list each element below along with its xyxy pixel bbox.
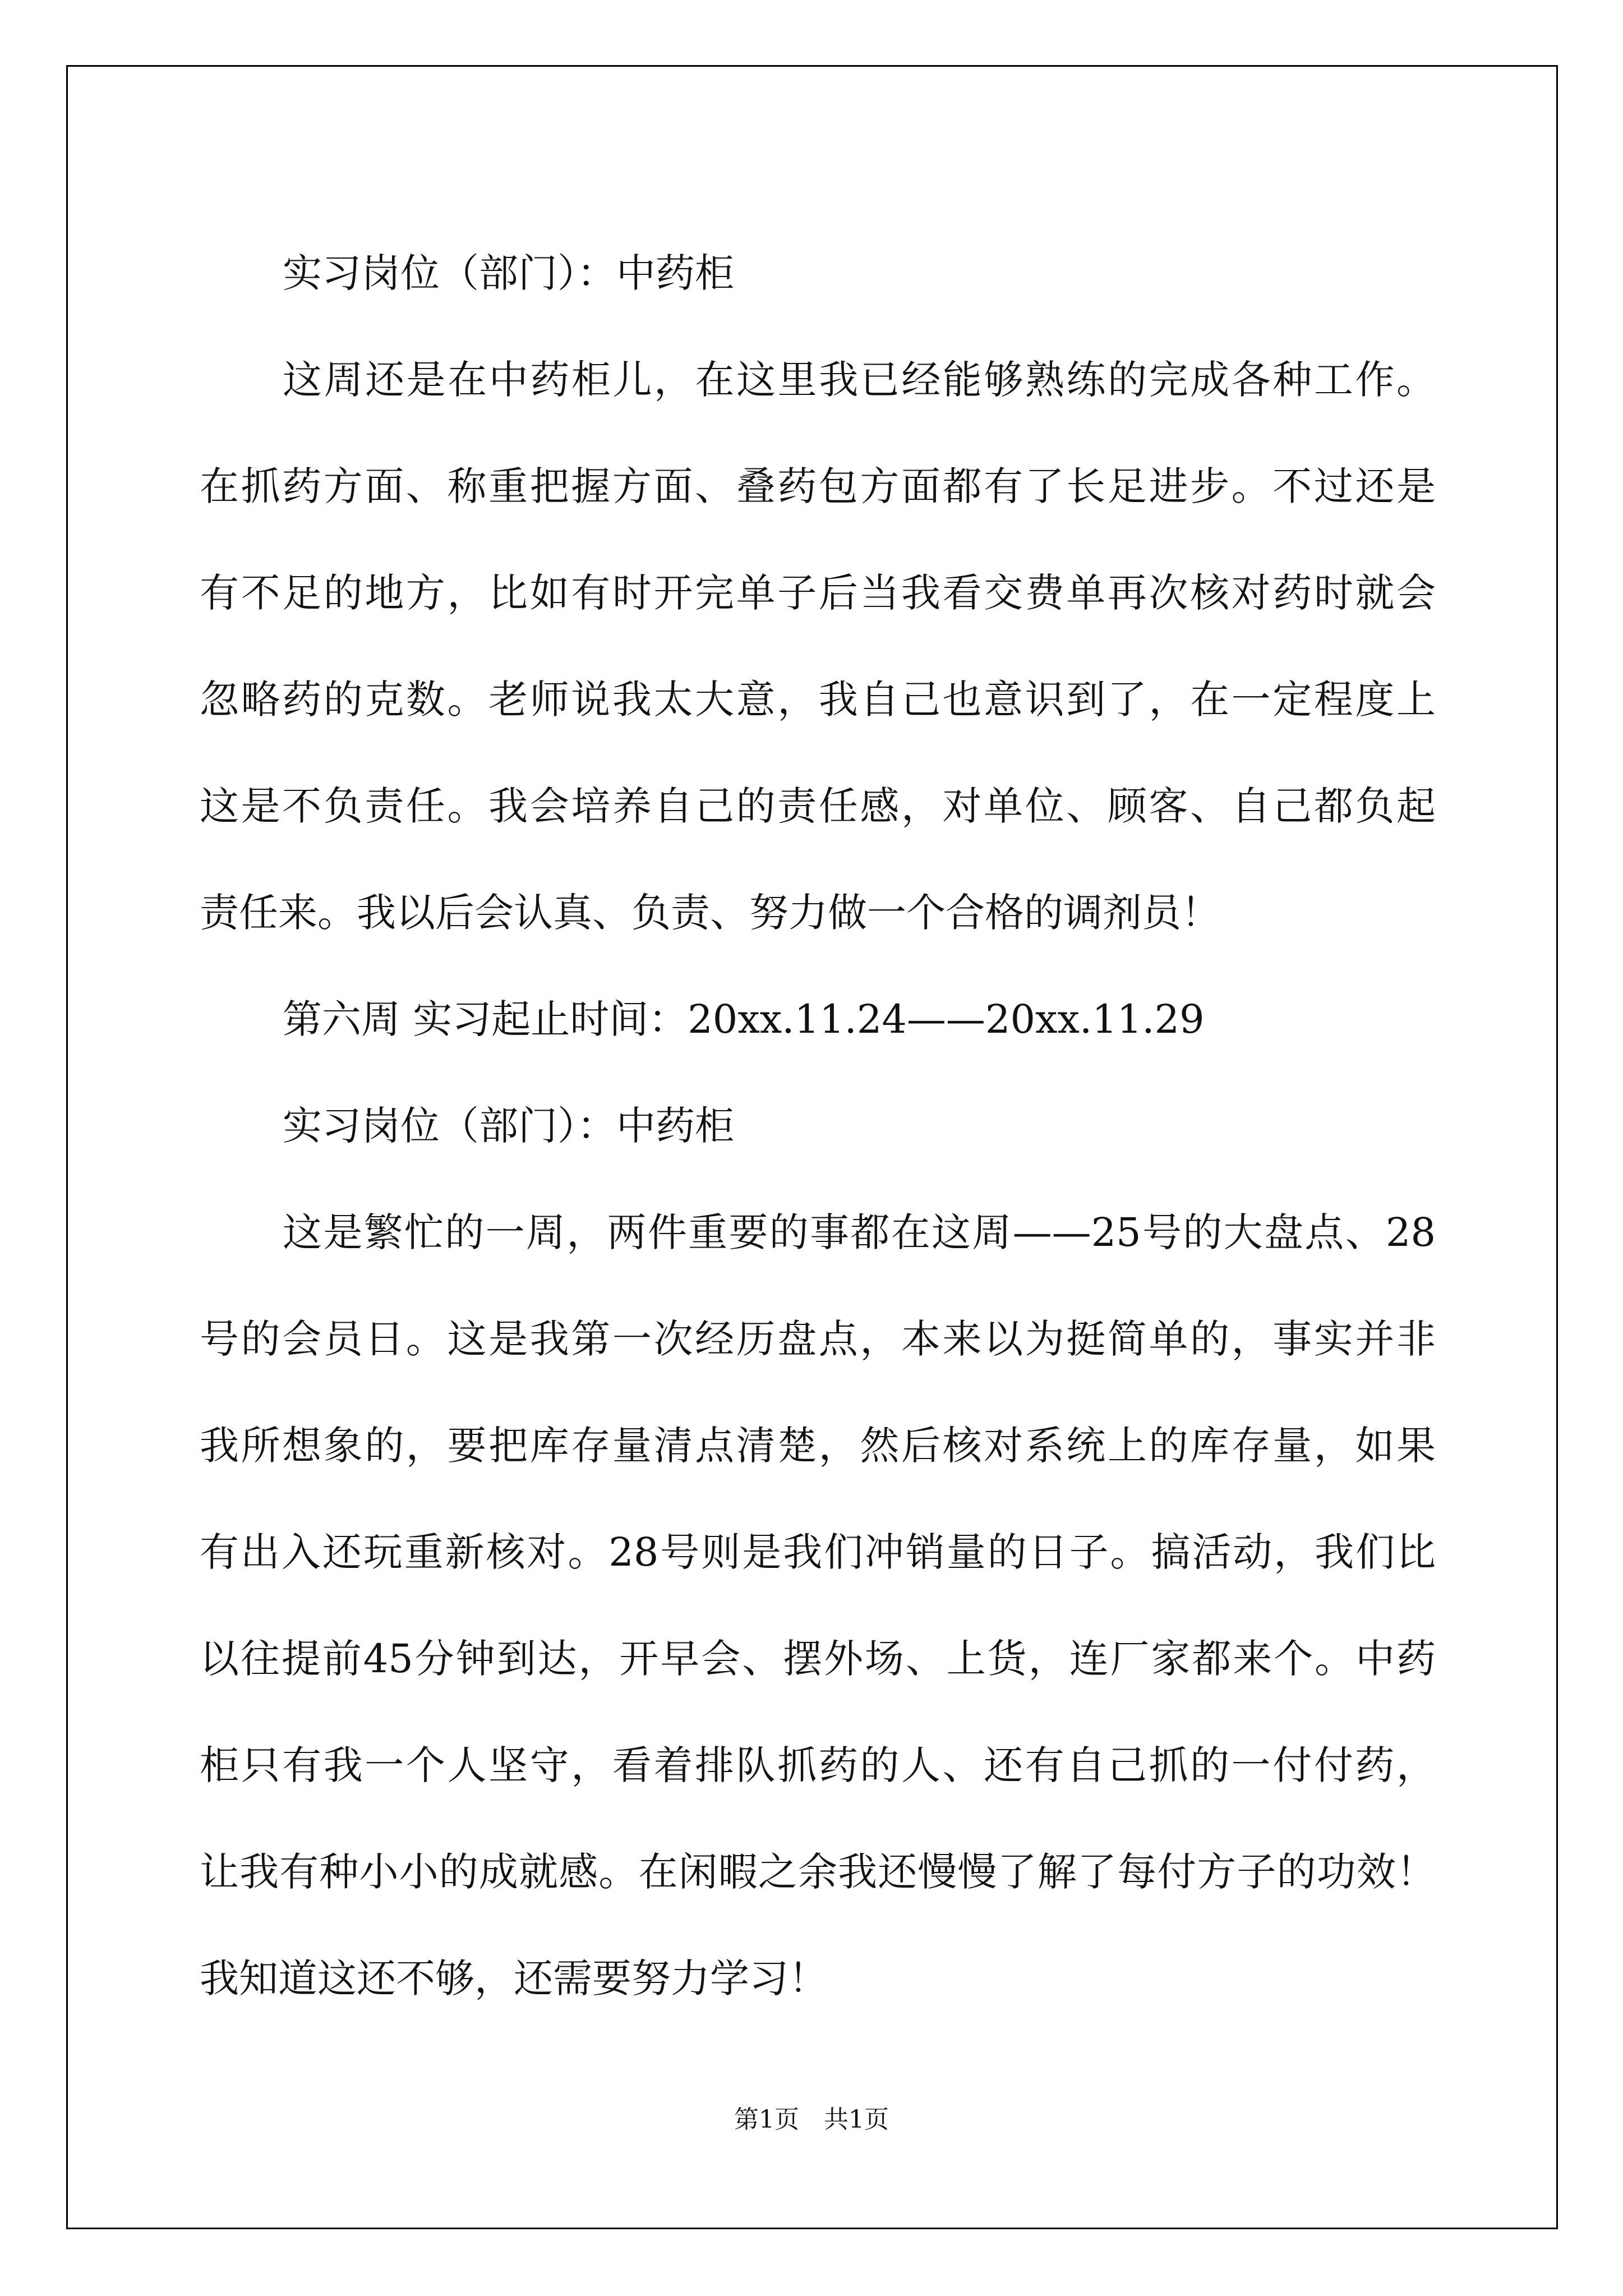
body-line: 让我有种小小的成就感。在闲暇之余我还慢慢了解了每付方子的功效！ <box>200 1849 1436 1895</box>
body-line: 我知道这还不够，还需要努力学习！ <box>200 1955 828 2001</box>
body-line: 这周还是在中药柜儿，在这里我已经能够熟练的完成各种工作。 <box>283 357 1436 403</box>
body-line: 在抓药方面、称重把握方面、叠药包方面都有了长足进步。不过还是 <box>200 463 1436 509</box>
document-body <box>200 220 1436 2032</box>
position-line: 实习岗位（部门）：中药柜 <box>283 250 734 296</box>
page-number: 第1页 共1页 <box>734 2105 889 2134</box>
body-line: 有不足的地方，比如有时开完单子后当我看交费单再次核对药时就会 <box>200 570 1436 616</box>
body-line: 有出入还玩重新核对。28号则是我们冲销量的日子。搞活动，我们比 <box>200 1529 1436 1575</box>
week-period-line: 第六周 实习起止时间：20xx.11.24——20xx.11.29 <box>283 996 1205 1042</box>
body-line: 以往提前45分钟到达，开早会、摆外场、上货，连厂家都来个。中药 <box>200 1636 1436 1682</box>
body-line: 忽略药的克数。老师说我太大意，我自己也意识到了，在一定程度上 <box>200 677 1436 723</box>
body-line: 责任来。我以后会认真、负责、努力做一个合格的调剂员！ <box>200 890 1220 936</box>
body-line: 这是不负责任。我会培养自己的责任感，对单位、顾客、自己都负起 <box>200 783 1436 829</box>
body-line: 我所想象的，要把库存量清点清楚，然后核对系统上的库存量，如果 <box>200 1423 1436 1469</box>
body-line: 柜只有我一个人坚守，看着排队抓药的人、还有自己抓的一付付药， <box>200 1742 1436 1788</box>
body-line: 这是繁忙的一周，两件重要的事都在这周——25号的大盘点、28 <box>283 1209 1436 1255</box>
position-line: 实习岗位（部门）：中药柜 <box>283 1103 734 1149</box>
body-line: 号的会员日。这是我第一次经历盘点，本来以为挺简单的，事实并非 <box>200 1316 1436 1362</box>
